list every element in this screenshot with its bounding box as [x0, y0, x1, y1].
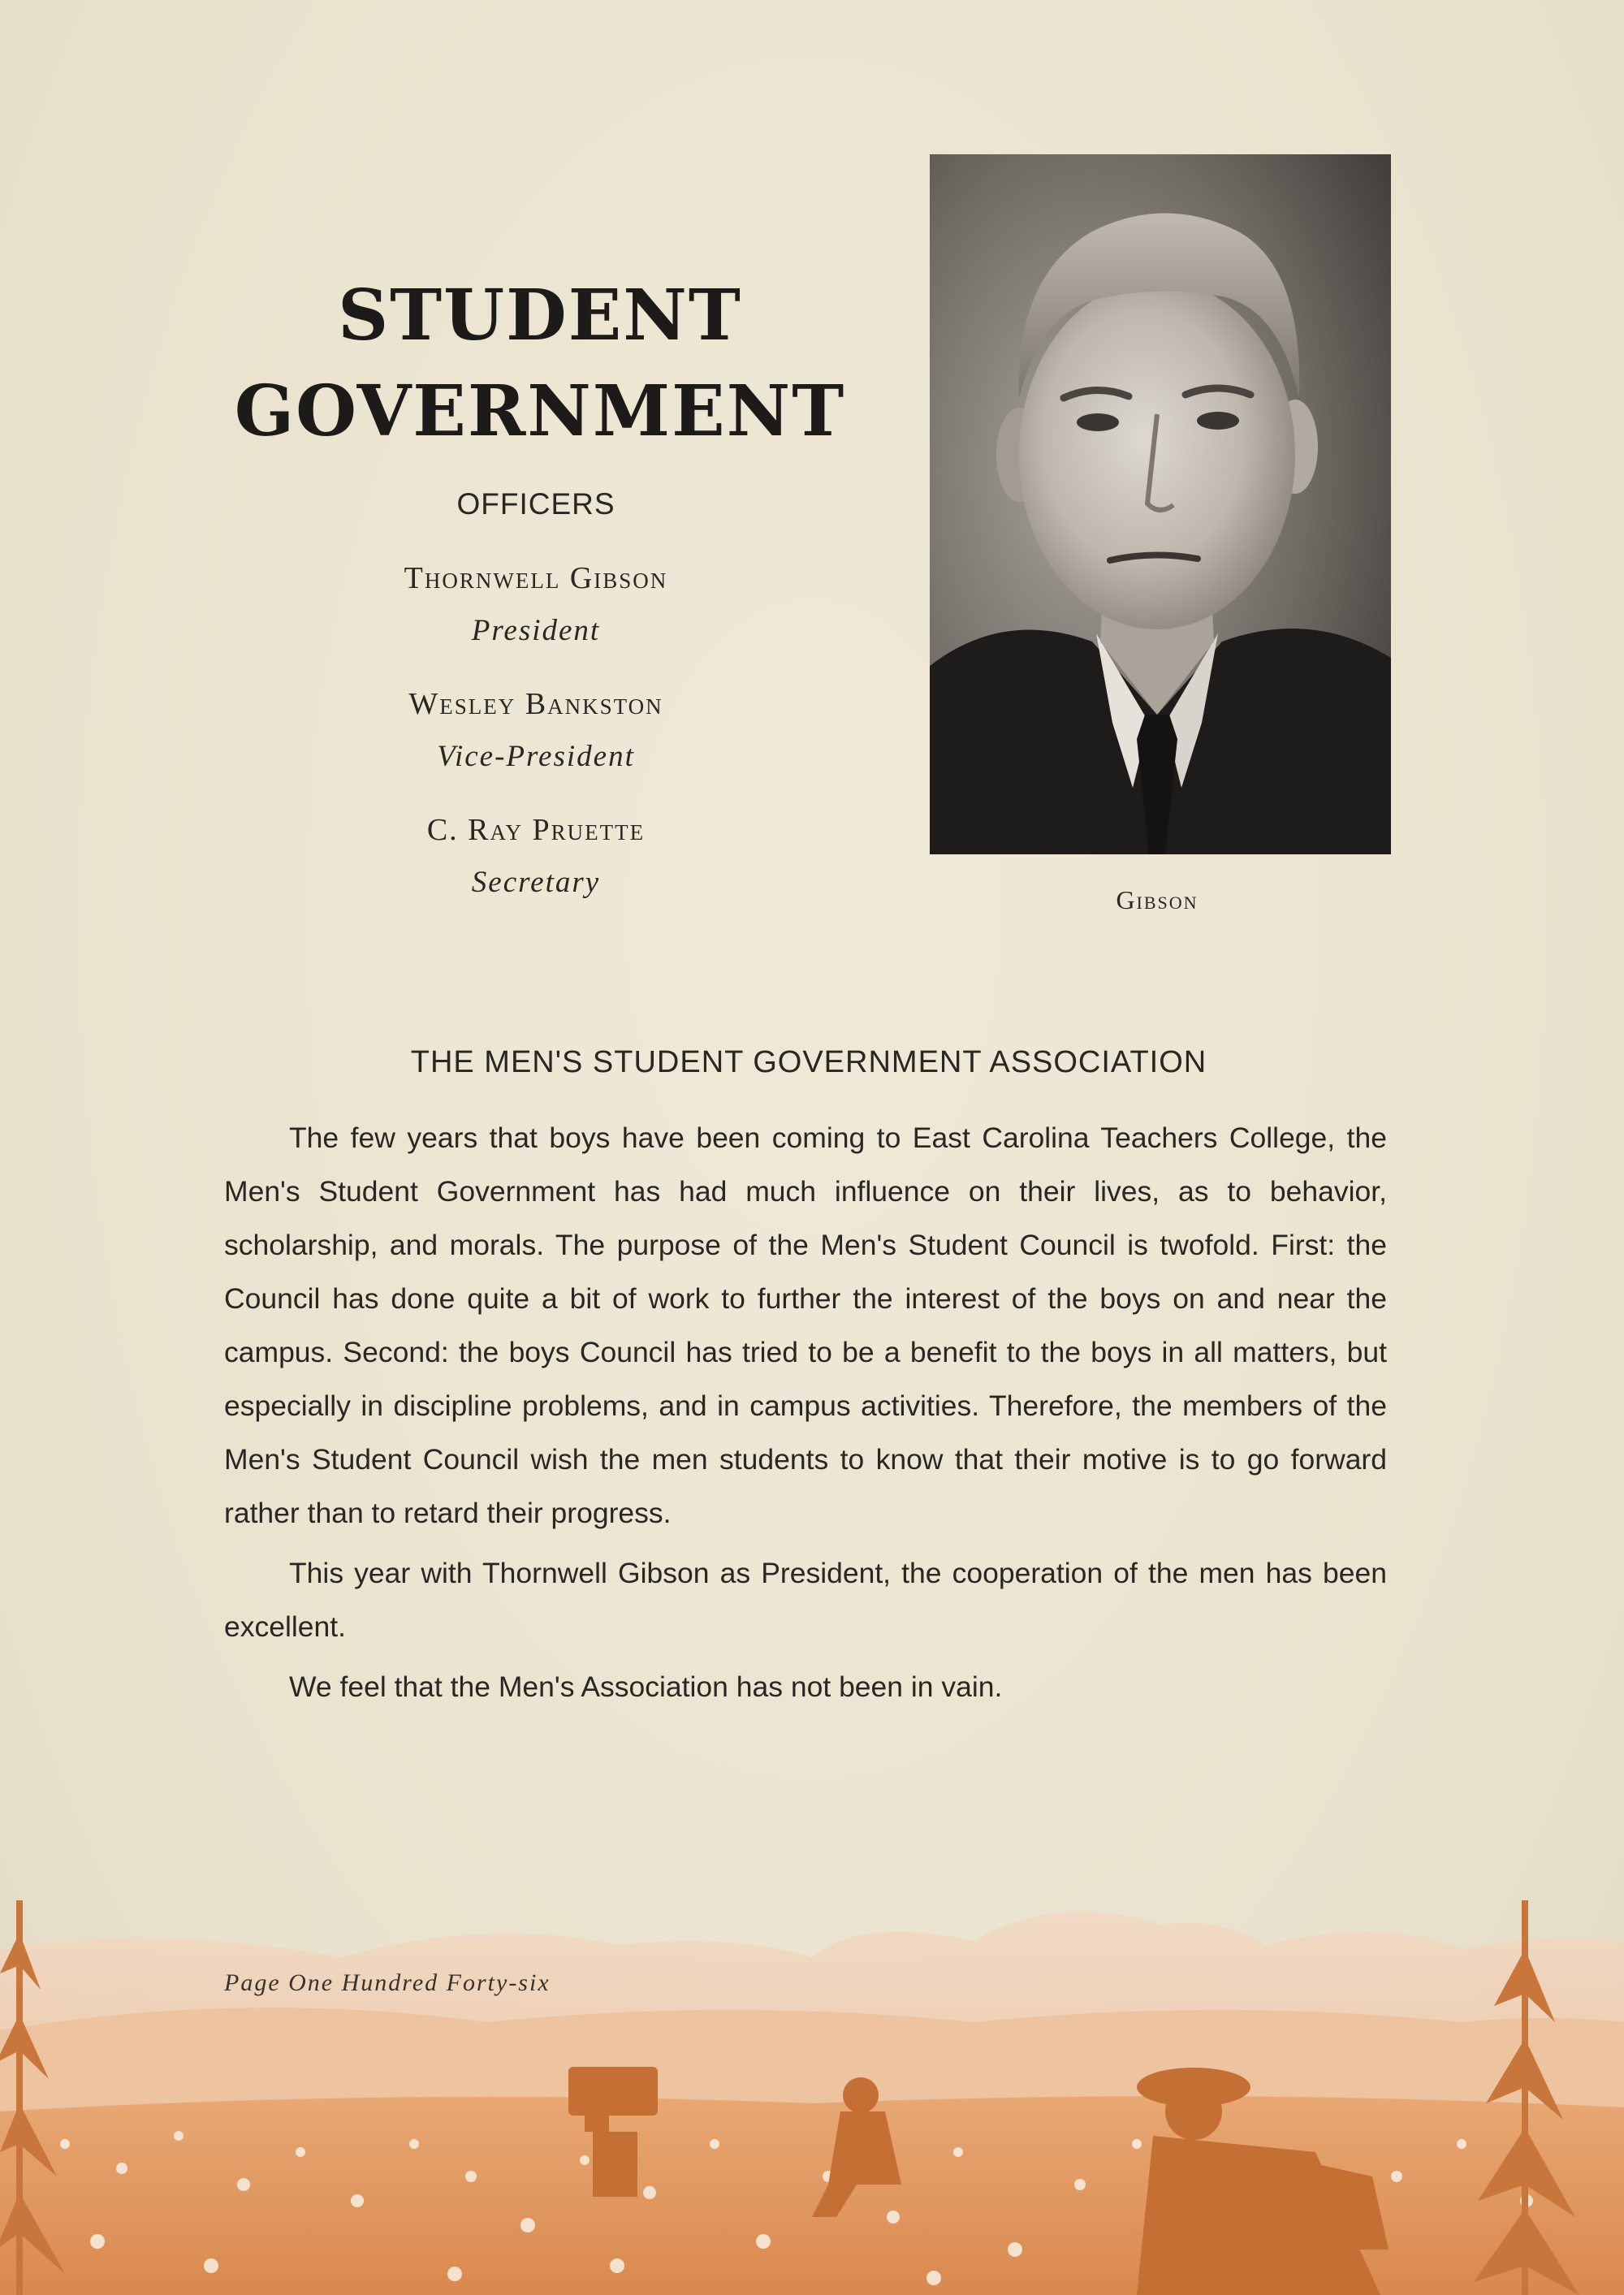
article-paragraph-3: We feel that the Men's Association has not been in vain.	[289, 1670, 1003, 1703]
portrait-photo	[930, 154, 1391, 854]
article-body	[224, 1111, 1387, 1720]
officer-name-president: Thornwell Gibson	[404, 561, 668, 595]
page-title-line-2: GOVERNMENT	[234, 370, 846, 452]
article-heading: THE MEN'S STUDENT GOVERNMENT ASSOCIATION	[410, 1045, 1207, 1079]
officers-heading: OFFICERS	[456, 487, 615, 521]
cotton-field-illustration	[0, 1900, 1624, 2295]
article-paragraph-1: The few years that boys have been coming to East Carolina Teachers College, the Men's Student Government has had much influence on their lives, as to behavior, scholarship, and morals. The purpose of the Men's Student Council is twofold. First: the Council has done quite a bit of work to further the interest of the boys on and near the campus. Second: the boys Council has tried to be a benefit to the boys in all matters, but especially in discipline problems, and in campus activities. Therefore, the members of the Men's Student Council wish the men students to know that their motive is to go forward rather than to retard their progress.	[224, 1122, 1387, 1529]
officer-name-vice-president: Wesley Bankston	[408, 687, 663, 721]
photo-caption: Gibson	[1116, 885, 1199, 914]
officer-name-secretary: C. Ray Pruette	[426, 813, 646, 847]
officer-role-vice-president: Vice-President	[437, 740, 635, 773]
page-title-line-1: STUDENT	[338, 274, 742, 357]
page-number-label: Page One Hundred Forty-six	[224, 1969, 551, 1996]
article-paragraph-2: This year with Thornwell Gibson as President, the cooperation of the men has been excellent.	[224, 1557, 1387, 1643]
officer-role-president: President	[471, 614, 601, 647]
page-title	[203, 268, 877, 460]
portrait-illustration	[930, 154, 1391, 854]
officer-role-secretary: Secretary	[471, 866, 601, 899]
